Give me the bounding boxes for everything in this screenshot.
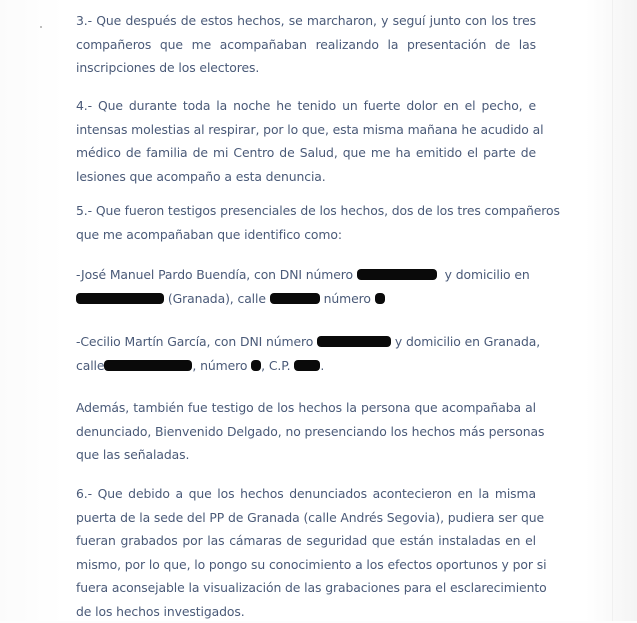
text-line: fuera aconsejable la visualización de las grabaciones para el esclarecimiento (76, 576, 536, 600)
redacted-number (375, 293, 385, 304)
text-line: 3.- Que después de estos hechos, se marcharon, y seguí junto con los tres (76, 9, 536, 33)
redacted-town (76, 293, 164, 304)
witness-1-street-label: (Granada), calle (168, 291, 266, 306)
witness-2-postcode-label: , C.P. (261, 358, 290, 373)
text-line: mismo, por lo que, lo pongo su conocimiento a los efectos oportunos y por si (76, 553, 536, 577)
text-line: médico de familia de mi Centro de Salud, que me ha emitido el parte de (76, 141, 536, 165)
text-line: 5.- Que fueron testigos presenciales de los hechos, dos de los tres compañeros (76, 199, 536, 223)
period: . (320, 358, 324, 373)
redacted-street (104, 360, 192, 371)
paragraph-4 (76, 94, 536, 188)
witness-2-number-label: , número (192, 358, 247, 373)
text-line (76, 263, 536, 287)
paragraph-3 (76, 9, 536, 80)
redacted-street (270, 293, 320, 304)
text-line: de los hechos investigados. (76, 600, 536, 623)
text-line: 6.- Que debido a que los hechos denunciados acontecieron en la misma (76, 482, 536, 506)
page-edge-shadow (612, 0, 613, 621)
text-line: intensas molestias al respirar, por lo que, esta misma mañana he acudido al (76, 118, 536, 142)
text-line: inscripciones de los electores. (76, 56, 536, 80)
text-line: Además, también fue testigo de los hechos la persona que acompañaba al (76, 396, 536, 420)
witness-2-name-text: -Cecilio Martín García, con DNI número (76, 334, 313, 349)
witness-1-number-label: número (324, 291, 371, 306)
paragraph-additional-witness (76, 396, 536, 467)
witness-2 (76, 330, 536, 377)
witness-1-name-text: -José Manuel Pardo Buendía, con DNI número (76, 267, 353, 282)
text-line: lesiones que acompaño a esta denuncia. (76, 165, 536, 189)
text-line (76, 354, 536, 378)
scan-speck (40, 26, 42, 28)
paragraph-6 (76, 482, 536, 623)
witness-2-domicile-text: y domicilio en Granada, (395, 334, 540, 349)
redacted-dni (357, 269, 437, 280)
text-line: que las señaladas. (76, 443, 536, 467)
text-line (76, 330, 536, 354)
witness-1 (76, 263, 536, 310)
text-line: fueran grabados por las cámaras de seguridad que están instaladas en el (76, 529, 536, 553)
paragraph-5 (76, 199, 536, 246)
text-line: compañeros que me acompañaban realizando la presentación de las (76, 33, 536, 57)
redacted-number (251, 360, 261, 371)
redacted-postcode (294, 360, 320, 371)
text-line: puerta de la sede del PP de Granada (calle Andrés Segovia), pudiera ser que (76, 506, 536, 530)
text-line: 4.- Que durante toda la noche he tenido un fuerte dolor en el pecho, e (76, 94, 536, 118)
redacted-dni (317, 336, 391, 347)
text-line (76, 287, 536, 311)
witness-2-street-label: calle (76, 358, 104, 373)
text-line: que me acompañaban que identifico como: (76, 223, 536, 247)
witness-1-domicile-text: y domicilio en (445, 267, 530, 282)
text-line: denunciado, Bienvenido Delgado, no presenciando los hechos más personas (76, 420, 536, 444)
